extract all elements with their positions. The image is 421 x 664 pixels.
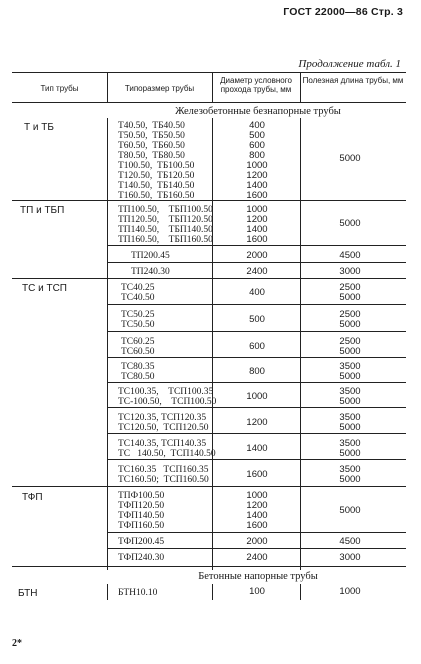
col-header-diameter: Диаметр условного прохода трубы, мм <box>220 76 292 94</box>
length-ts120: 3500 5000 <box>339 412 361 433</box>
diam-ts50: 500 <box>249 314 265 325</box>
type-t-tb: Т и ТБ <box>24 122 54 133</box>
row-rule <box>107 331 406 332</box>
length-tfp240: 3000 <box>339 552 361 563</box>
sizes-ts80: ТС80.35 ТС80.50 <box>121 362 155 382</box>
col-divider <box>212 584 213 600</box>
diam-tfp: 1000 1200 1400 1600 <box>246 490 268 531</box>
diam-tp-tbp: 1000 1200 1400 1600 <box>246 204 268 245</box>
length-tp240: 3000 <box>339 266 361 277</box>
sizes-ts40: ТС40.25 ТС40.50 <box>121 283 155 303</box>
row-rule <box>12 278 406 279</box>
size-tp240: ТП240.30 <box>131 267 170 277</box>
sizes-ts160: ТС160.35 ТСП160.35 ТС160.50; ТСП160.50 <box>118 465 209 485</box>
col-divider <box>107 118 108 570</box>
diam-ts160: 1600 <box>246 469 268 480</box>
sizes-ts140: ТС140.35, ТСП140.35 ТС 140.50, ТСП140.50 <box>118 439 216 459</box>
row-rule <box>107 262 406 263</box>
row-rule <box>12 566 406 567</box>
row-rule <box>107 382 406 383</box>
table-continuation-label: Продолжение табл. 1 <box>298 58 401 70</box>
section-reinforced: Железобетонные безнапорные трубы <box>175 106 341 117</box>
length-t-tb: 5000 <box>339 153 361 164</box>
section-concrete: Бетонные напорные трубы <box>198 571 318 582</box>
col-header-length: Полезная длина трубы, мм <box>302 76 404 85</box>
length-ts100: 3500 5000 <box>339 386 361 407</box>
sizes-tfp: ТПФ100.50 ТФП120.50 ТФП140.50 ТФП160.50 <box>118 491 165 531</box>
length-ts50: 2500 5000 <box>339 309 361 330</box>
row-rule <box>12 486 406 487</box>
type-tfp: ТФП <box>22 492 43 503</box>
row-rule <box>107 433 406 434</box>
sizes-ts60: ТС60.25 ТС60.50 <box>121 337 155 357</box>
length-ts40: 2500 5000 <box>339 282 361 303</box>
diam-t-tb: 400 500 600 800 1000 1200 1400 1600 <box>246 120 268 201</box>
table-top-rule <box>12 72 406 73</box>
col-header-size: Типоразмер трубы <box>124 84 195 93</box>
type-tp-tbp: ТП и ТБП <box>20 205 65 216</box>
sizes-tp-tbp: ТП100.50, ТБП100.50 ТП120.50, ТБП120.50 ТП140.50, ТБП140.50 ТП160.50, ТБП160.50 <box>118 205 213 245</box>
diam-tp200: 2000 <box>246 250 268 261</box>
row-rule <box>107 459 406 460</box>
length-ts140: 3500 5000 <box>339 438 361 459</box>
length-ts80: 3500 5000 <box>339 361 361 382</box>
row-rule <box>107 357 406 358</box>
sizes-ts120: ТС120.35, ТСП120.35 ТС120.50, ТСП120.50 <box>118 413 209 433</box>
sizes-t-tb: Т40.50, ТБ40.50 Т50.50, ТБ50.50 Т60.50, ТБ60.50 Т80.50, ТБ80.50 Т100.50, ТБ100.50 Т120.50, ТБ120.50 Т140.50, ТБ140.50 Т160.50, ТБ160.50 <box>118 121 195 201</box>
length-ts160: 3500 5000 <box>339 464 361 485</box>
sizes-ts100: ТС100.35, ТСП100.35 ТС-100.50, ТСП100.50 <box>118 387 217 407</box>
diam-btn: 100 <box>249 586 265 597</box>
length-tfp200: 4500 <box>339 536 361 547</box>
diam-ts120: 1200 <box>246 417 268 428</box>
diam-ts140: 1400 <box>246 443 268 454</box>
size-tfp200: ТФП200.45 <box>118 537 165 547</box>
row-rule <box>107 548 406 549</box>
diam-ts80: 800 <box>249 366 265 377</box>
row-rule <box>107 245 406 246</box>
diam-tfp240: 2400 <box>246 552 268 563</box>
diam-tfp200: 2000 <box>246 536 268 547</box>
type-ts-tsp: ТС и ТСП <box>22 283 67 294</box>
sizes-ts50: ТС50.25 ТС50.50 <box>121 310 155 330</box>
col-header-type: Тип трубы <box>40 84 79 93</box>
page-header: ГОСТ 22000—86 Стр. 3 <box>283 6 403 18</box>
diam-ts60: 600 <box>249 341 265 352</box>
row-rule <box>107 532 406 533</box>
page-footnote: 2* <box>12 638 22 649</box>
length-ts60: 2500 5000 <box>339 336 361 357</box>
row-rule <box>107 407 406 408</box>
diam-ts40: 400 <box>249 287 265 298</box>
length-tp-tbp: 5000 <box>339 218 361 229</box>
header-bottom-rule <box>12 102 406 103</box>
row-rule <box>12 200 406 201</box>
type-btn: БТН <box>18 588 38 599</box>
size-tp200: ТП200.45 <box>131 251 170 261</box>
row-rule <box>107 304 406 305</box>
length-tfp: 5000 <box>339 505 361 516</box>
col-divider <box>212 118 213 570</box>
length-tp200: 4500 <box>339 250 361 261</box>
diam-tp240: 2400 <box>246 266 268 277</box>
size-tfp240: ТФП240.30 <box>118 553 165 563</box>
length-btn: 1000 <box>339 586 361 597</box>
diam-ts100: 1000 <box>246 391 268 402</box>
size-btn: БТН10.10 <box>118 588 158 598</box>
col-divider <box>107 584 108 600</box>
